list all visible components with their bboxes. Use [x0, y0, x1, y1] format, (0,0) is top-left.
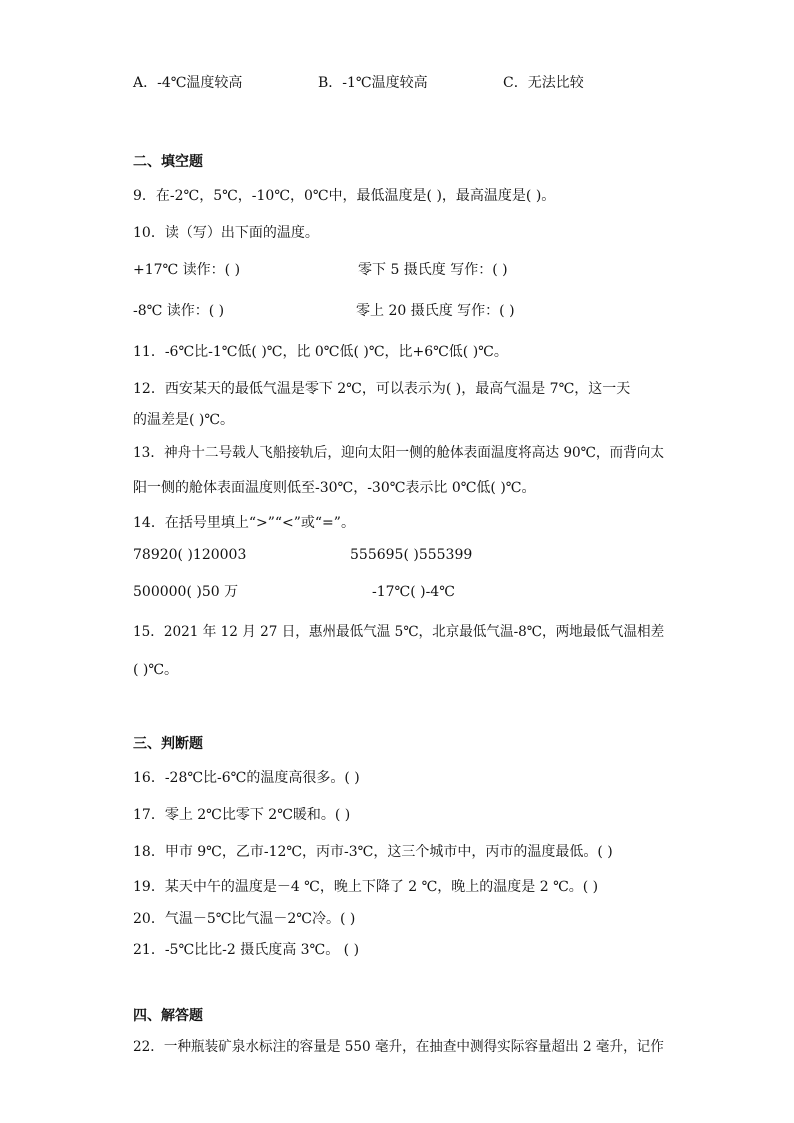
question-16: 16．-28℃比-6℃的温度高很多。( )	[133, 770, 360, 786]
question-14-item-d: -17℃( )-4℃	[372, 584, 455, 600]
section-heading-fill-in: 二、填空题	[133, 154, 203, 170]
q8-option-b: B．-1℃温度较高	[318, 75, 428, 91]
question-10-item-2: 零下 5 摄氏度 写作：( )	[358, 262, 508, 278]
question-21: 21．-5℃比比-2 摄氏度高 3℃。 ( )	[133, 942, 360, 958]
question-15-line-1: 15．2021 年 12 月 27 日，惠州最低气温 5℃，北京最低气温-8℃，两地最低气温相差	[133, 624, 665, 640]
question-14-item-b: 555695( )555399	[350, 547, 473, 563]
question-14-item-a: 78920( )120003	[133, 547, 247, 563]
question-13-line-2: 阳一侧的舱体表面温度则低至-30℃，-30℃表示比 0℃低( )℃。	[133, 480, 536, 496]
section-heading-word-problems: 四、解答题	[133, 1008, 203, 1024]
question-10-item-4: 零上 20 摄氏度 写作：( )	[356, 303, 515, 319]
question-11: 11．-6℃比-1℃低( )℃，比 0℃低( )℃，比+6℃低( )℃。	[133, 344, 508, 360]
question-17: 17．零上 2℃比零下 2℃暖和。( )	[133, 807, 351, 823]
question-9: 9．在-2℃，5℃，-10℃，0℃中，最低温度是( )，最高温度是( )。	[133, 188, 556, 204]
section-heading-true-false: 三、判断题	[133, 736, 203, 752]
question-12-line-2: 的温差是( )℃。	[133, 412, 235, 428]
question-12-line-1: 12．西安某天的最低气温是零下 2℃，可以表示为( )，最高气温是 7℃，这一天	[133, 381, 631, 397]
question-13-line-1: 13．神舟十二号载人飞船接轨后，迎向太阳一侧的舱体表面温度将高达 90℃，而背向太	[133, 445, 665, 461]
question-14-item-c: 500000( )50 万	[133, 584, 239, 600]
question-10-stem: 10．读（写）出下面的温度。	[133, 225, 319, 241]
q8-option-a: A．-4℃温度较高	[133, 75, 243, 91]
question-10-item-3: -8℃ 读作：( )	[133, 303, 225, 319]
question-14-stem: 14．在括号里填上“>”“<”或“=”。	[133, 515, 355, 531]
question-19: 19．某天中午的温度是－4 ℃，晚上下降了 2 ℃，晚上的温度是 2 ℃。( )	[133, 879, 599, 895]
q8-option-c: C．无法比较	[503, 75, 584, 91]
question-10-item-1: +17℃ 读作：( )	[133, 262, 241, 278]
question-22: 22．一种瓶装矿泉水标注的容量是 550 毫升，在抽查中测得实际容量超出 2 毫升，记作	[133, 1039, 664, 1055]
question-18: 18．甲市 9℃，乙市-12℃，丙市-3℃，这三个城市中，丙市的温度最低。( )	[133, 844, 613, 860]
question-15-line-2: ( )℃。	[133, 662, 179, 678]
question-20: 20．气温－5℃比气温－2℃冷。( )	[133, 911, 356, 927]
